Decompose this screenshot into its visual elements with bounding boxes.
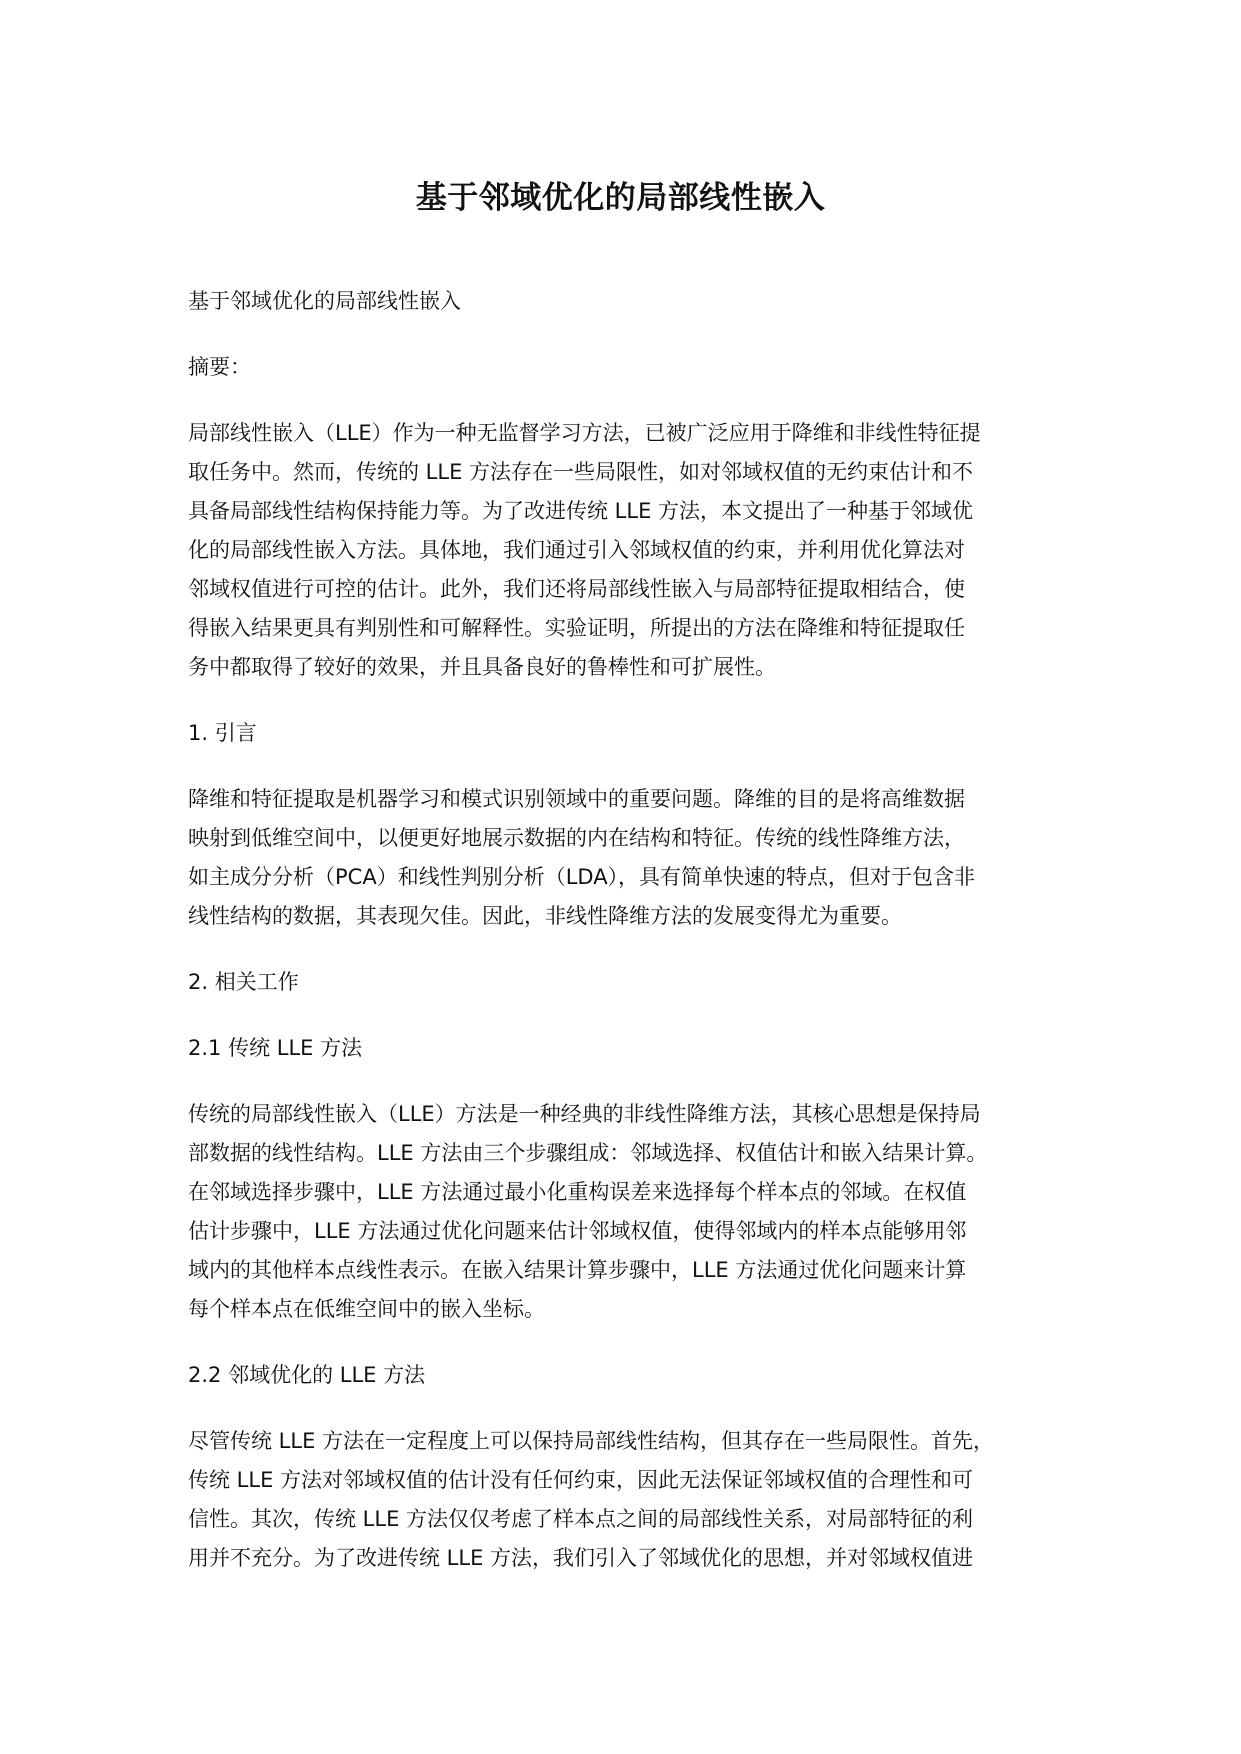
abstract-paragraph [188,414,1068,687]
section-2-2-heading [188,1356,1068,1395]
abstract-line: 务中都取得了较好的效果，并且具备良好的鲁棒性和可扩展性。 [188,655,776,679]
section-2-1-line: 域内的其他样本点线性表示。在嵌入结果计算步骤中，LLE 方法通过优化问题来计算 [188,1258,967,1282]
section-1-line: 降维和特征提取是机器学习和模式识别领域中的重要问题。降维的目的是将高维数据 [188,787,965,811]
paragraph-gap [188,1068,1068,1095]
section-1-paragraph [188,780,1068,936]
section-1-line: 如主成分分析（PCA）和线性判别分析（LDA），具有简单快速的特点，但对于包含非 [188,865,976,889]
section-2-1-heading [188,1029,1068,1068]
subtitle-line: 基于邻域优化的局部线性嵌入 [188,289,461,313]
abstract-line: 具备局部线性结构保持能力等。为了改进传统 LLE 方法，本文提出了一种基于邻域优 [188,499,974,523]
abstract-line: 局部线性嵌入（LLE）作为一种无监督学习方法，已被广泛应用于降维和非线性特征提 [188,421,981,445]
paragraph-gap [188,387,1068,414]
paragraph-gap [188,1002,1068,1029]
paragraph-gap [188,753,1068,780]
paragraph-gap [188,1329,1068,1356]
paragraph-gap [188,936,1068,963]
section-2-heading [188,963,1068,1002]
section-2-2-line: 尽管传统 LLE 方法在一定程度上可以保持局部线性结构，但其存在一些局限性。首先， [188,1429,995,1453]
section-1-line: 线性结构的数据，其表现欠佳。因此，非线性降维方法的发展变得尤为重要。 [188,904,902,928]
section-2-1-paragraph [188,1095,1068,1329]
section-2-1-line: 部数据的线性结构。LLE 方法由三个步骤组成：邻域选择、权值估计和嵌入结果计算。 [188,1141,988,1165]
abstract-heading [188,348,1068,387]
abstract-line: 取任务中。然而，传统的 LLE 方法存在一些局限性，如对邻域权值的无约束估计和不 [188,460,974,484]
section-2-1-line: 每个样本点在低维空间中的嵌入坐标。 [188,1297,545,1321]
section-2-1-heading-text: 2.1 传统 LLE 方法 [188,1036,363,1060]
section-2-1-line: 传统的局部线性嵌入（LLE）方法是一种经典的非线性降维方法，其核心思想是保持局 [188,1102,981,1126]
paragraph-gap [188,1395,1068,1422]
section-2-2-line: 传统 LLE 方法对邻域权值的估计没有任何约束，因此无法保证邻域权值的合理性和可 [188,1468,974,1492]
section-1-heading [188,714,1068,753]
section-2-heading-text: 2. 相关工作 [188,970,299,994]
document-body [188,282,1068,1578]
abstract-line: 邻域权值进行可控的估计。此外，我们还将局部线性嵌入与局部特征提取相结合，使 [188,577,965,601]
paragraph-gap [188,687,1068,714]
section-2-2-heading-text: 2.2 邻域优化的 LLE 方法 [188,1363,426,1387]
section-2-1-line: 估计步骤中，LLE 方法通过优化问题来估计邻域权值，使得邻域内的样本点能够用邻 [188,1219,967,1243]
abstract-line: 化的局部线性嵌入方法。具体地，我们通过引入邻域权值的约束，并利用优化算法对 [188,538,965,562]
paragraph-gap [188,321,1068,348]
section-2-2-paragraph [188,1422,1068,1578]
section-2-2-line: 信性。其次，传统 LLE 方法仅仅考虑了样本点之间的局部线性关系，对局部特征的利 [188,1507,974,1531]
document-title: 基于邻域优化的局部线性嵌入 [415,180,826,216]
section-2-1-line: 在邻域选择步骤中，LLE 方法通过最小化重构误差来选择每个样本点的邻域。在权值 [188,1180,967,1204]
section-1-heading-text: 1. 引言 [188,721,257,745]
section-1-line: 映射到低维空间中，以便更好地展示数据的内在结构和特征。传统的线性降维方法， [188,826,965,850]
section-2-2-line: 用并不充分。为了改进传统 LLE 方法，我们引入了邻域优化的思想，并对邻域权值进 [188,1546,974,1570]
abstract-line: 得嵌入结果更具有判别性和可解释性。实验证明，所提出的方法在降维和特征提取任 [188,616,965,640]
abstract-heading-text: 摘要： [188,355,251,379]
document-subtitle [188,282,1068,321]
